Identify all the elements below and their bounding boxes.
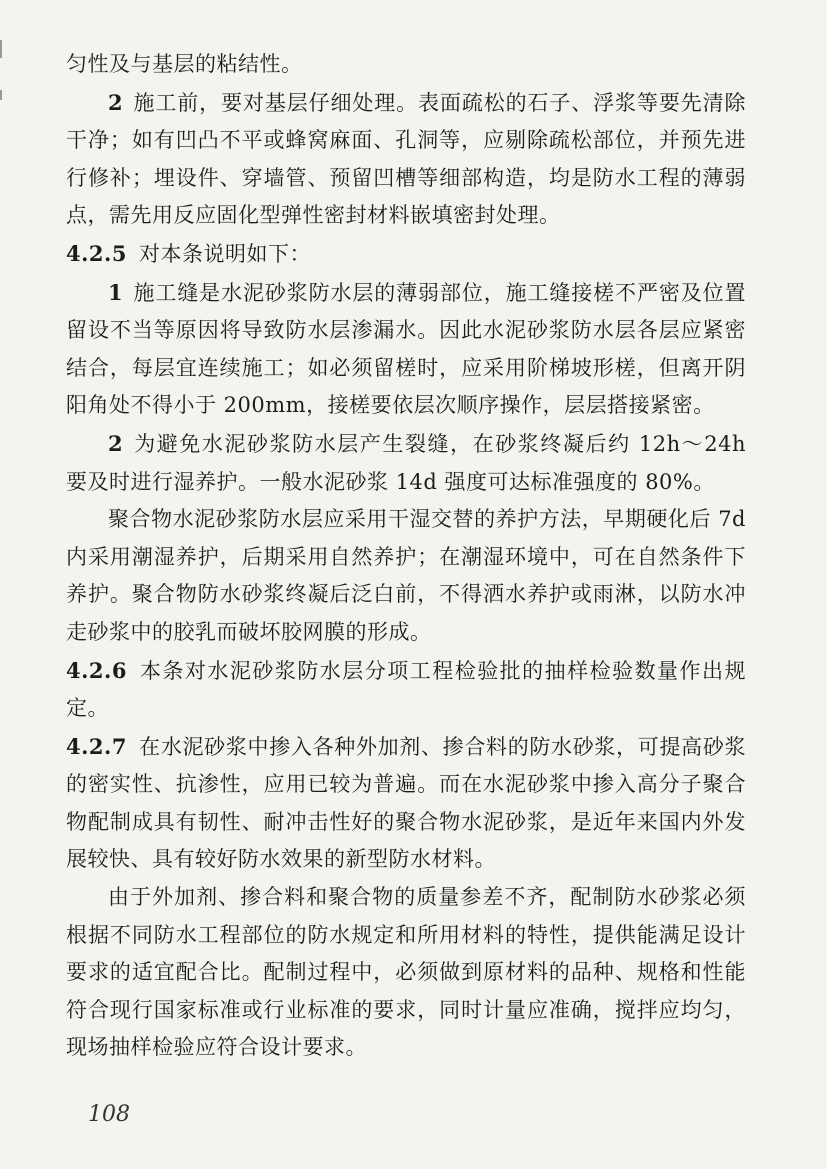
- paragraph-text: 由于外加剂、掺合料和聚合物的质量参差不齐，配制防水砂浆必须根据不同防水工程部位的防水规定和所用材料的特性，提供能满足设计要求的适宜配合比。配制过程中，必须做到原材料的品种、规格和性能符合现行国家标准或行业标准的要求，同时计量应准确，搅拌应均匀，现场抽样检验应符合设计要求。: [66, 885, 746, 1060]
- scan-edge-mark: [0, 90, 2, 100]
- paragraph: [66, 501, 746, 651]
- clause-number: 4.2.7: [66, 733, 127, 759]
- clause-text: 在水泥砂浆中掺入各种外加剂、掺合料的防水砂浆，可提高砂浆的密实性、抗渗性，应用已较为普遍。而在水泥砂浆中掺入高分子聚合物配制成具有韧性、耐冲击性好的聚合物水泥砂浆，是近年来国内外发展较快、具有较好防水效果的新型防水材料。: [66, 734, 746, 872]
- section-clause: [66, 728, 746, 879]
- item-text: 施工前，要对基层仔细处理。表面疏松的石子、浮浆等要先清除干净；如有凹凸不平或蜂窝麻面、孔洞等，应剔除疏松部位，并预先进行修补；埋设件、穿墙管、预留凹槽等细部构造，均是防水工程的薄弱点，需先用反应固化型弹性密封材料嵌填密封处理。: [66, 90, 746, 228]
- item-text: 施工缝是水泥砂浆防水层的薄弱部位，施工缝接槎不严密及位置留设不当等原因将导致防水层渗漏水。因此水泥砂浆防水层各层应紧密结合，每层宜连续施工；如必须留槎时，应采用阶梯坡形槎，但离开阴阳角处不得小于 200mm，接槎要依层次顺序操作，层层搭接紧密。: [66, 280, 746, 418]
- paragraph: [66, 879, 746, 1067]
- list-item: [66, 425, 746, 501]
- item-text: 为避免水泥砂浆防水层产生裂缝，在砂浆终凝后约 12h～24h 要及时进行湿养护。一般水泥砂浆 14d 强度可达标准强度的 80%。: [66, 431, 746, 494]
- item-number: 2: [108, 430, 124, 456]
- clause-text: 本条对水泥砂浆防水层分项工程检验批的抽样检验数量作出规定。: [66, 658, 746, 721]
- item-number: 2: [108, 89, 124, 115]
- clause-text: 对本条说明如下：: [138, 241, 311, 266]
- section-clause: [66, 235, 746, 274]
- paragraph-text: 匀性及与基层的粘结性。: [66, 52, 303, 76]
- list-item: [66, 84, 746, 235]
- paragraph-text: 聚合物水泥砂浆防水层应采用干湿交替的养护方法，早期硬化后 7d 内采用潮湿养护，后期采用自然养护；在潮湿环境中，可在自然条件下养护。聚合物防水砂浆终凝后泛白前，不得洒水养护或雨淋，以防水冲走砂浆中的胶乳而破坏胶网膜的形成。: [66, 507, 746, 644]
- section-clause: [66, 652, 746, 728]
- page-number: 108: [88, 1102, 130, 1127]
- clause-number: 4.2.5: [66, 240, 127, 266]
- paragraph-continued: [66, 46, 746, 84]
- page-body: [66, 46, 746, 1067]
- item-number: 1: [108, 279, 124, 305]
- clause-number: 4.2.6: [66, 657, 127, 683]
- scan-edge-mark: [0, 40, 2, 58]
- list-item: [66, 274, 746, 425]
